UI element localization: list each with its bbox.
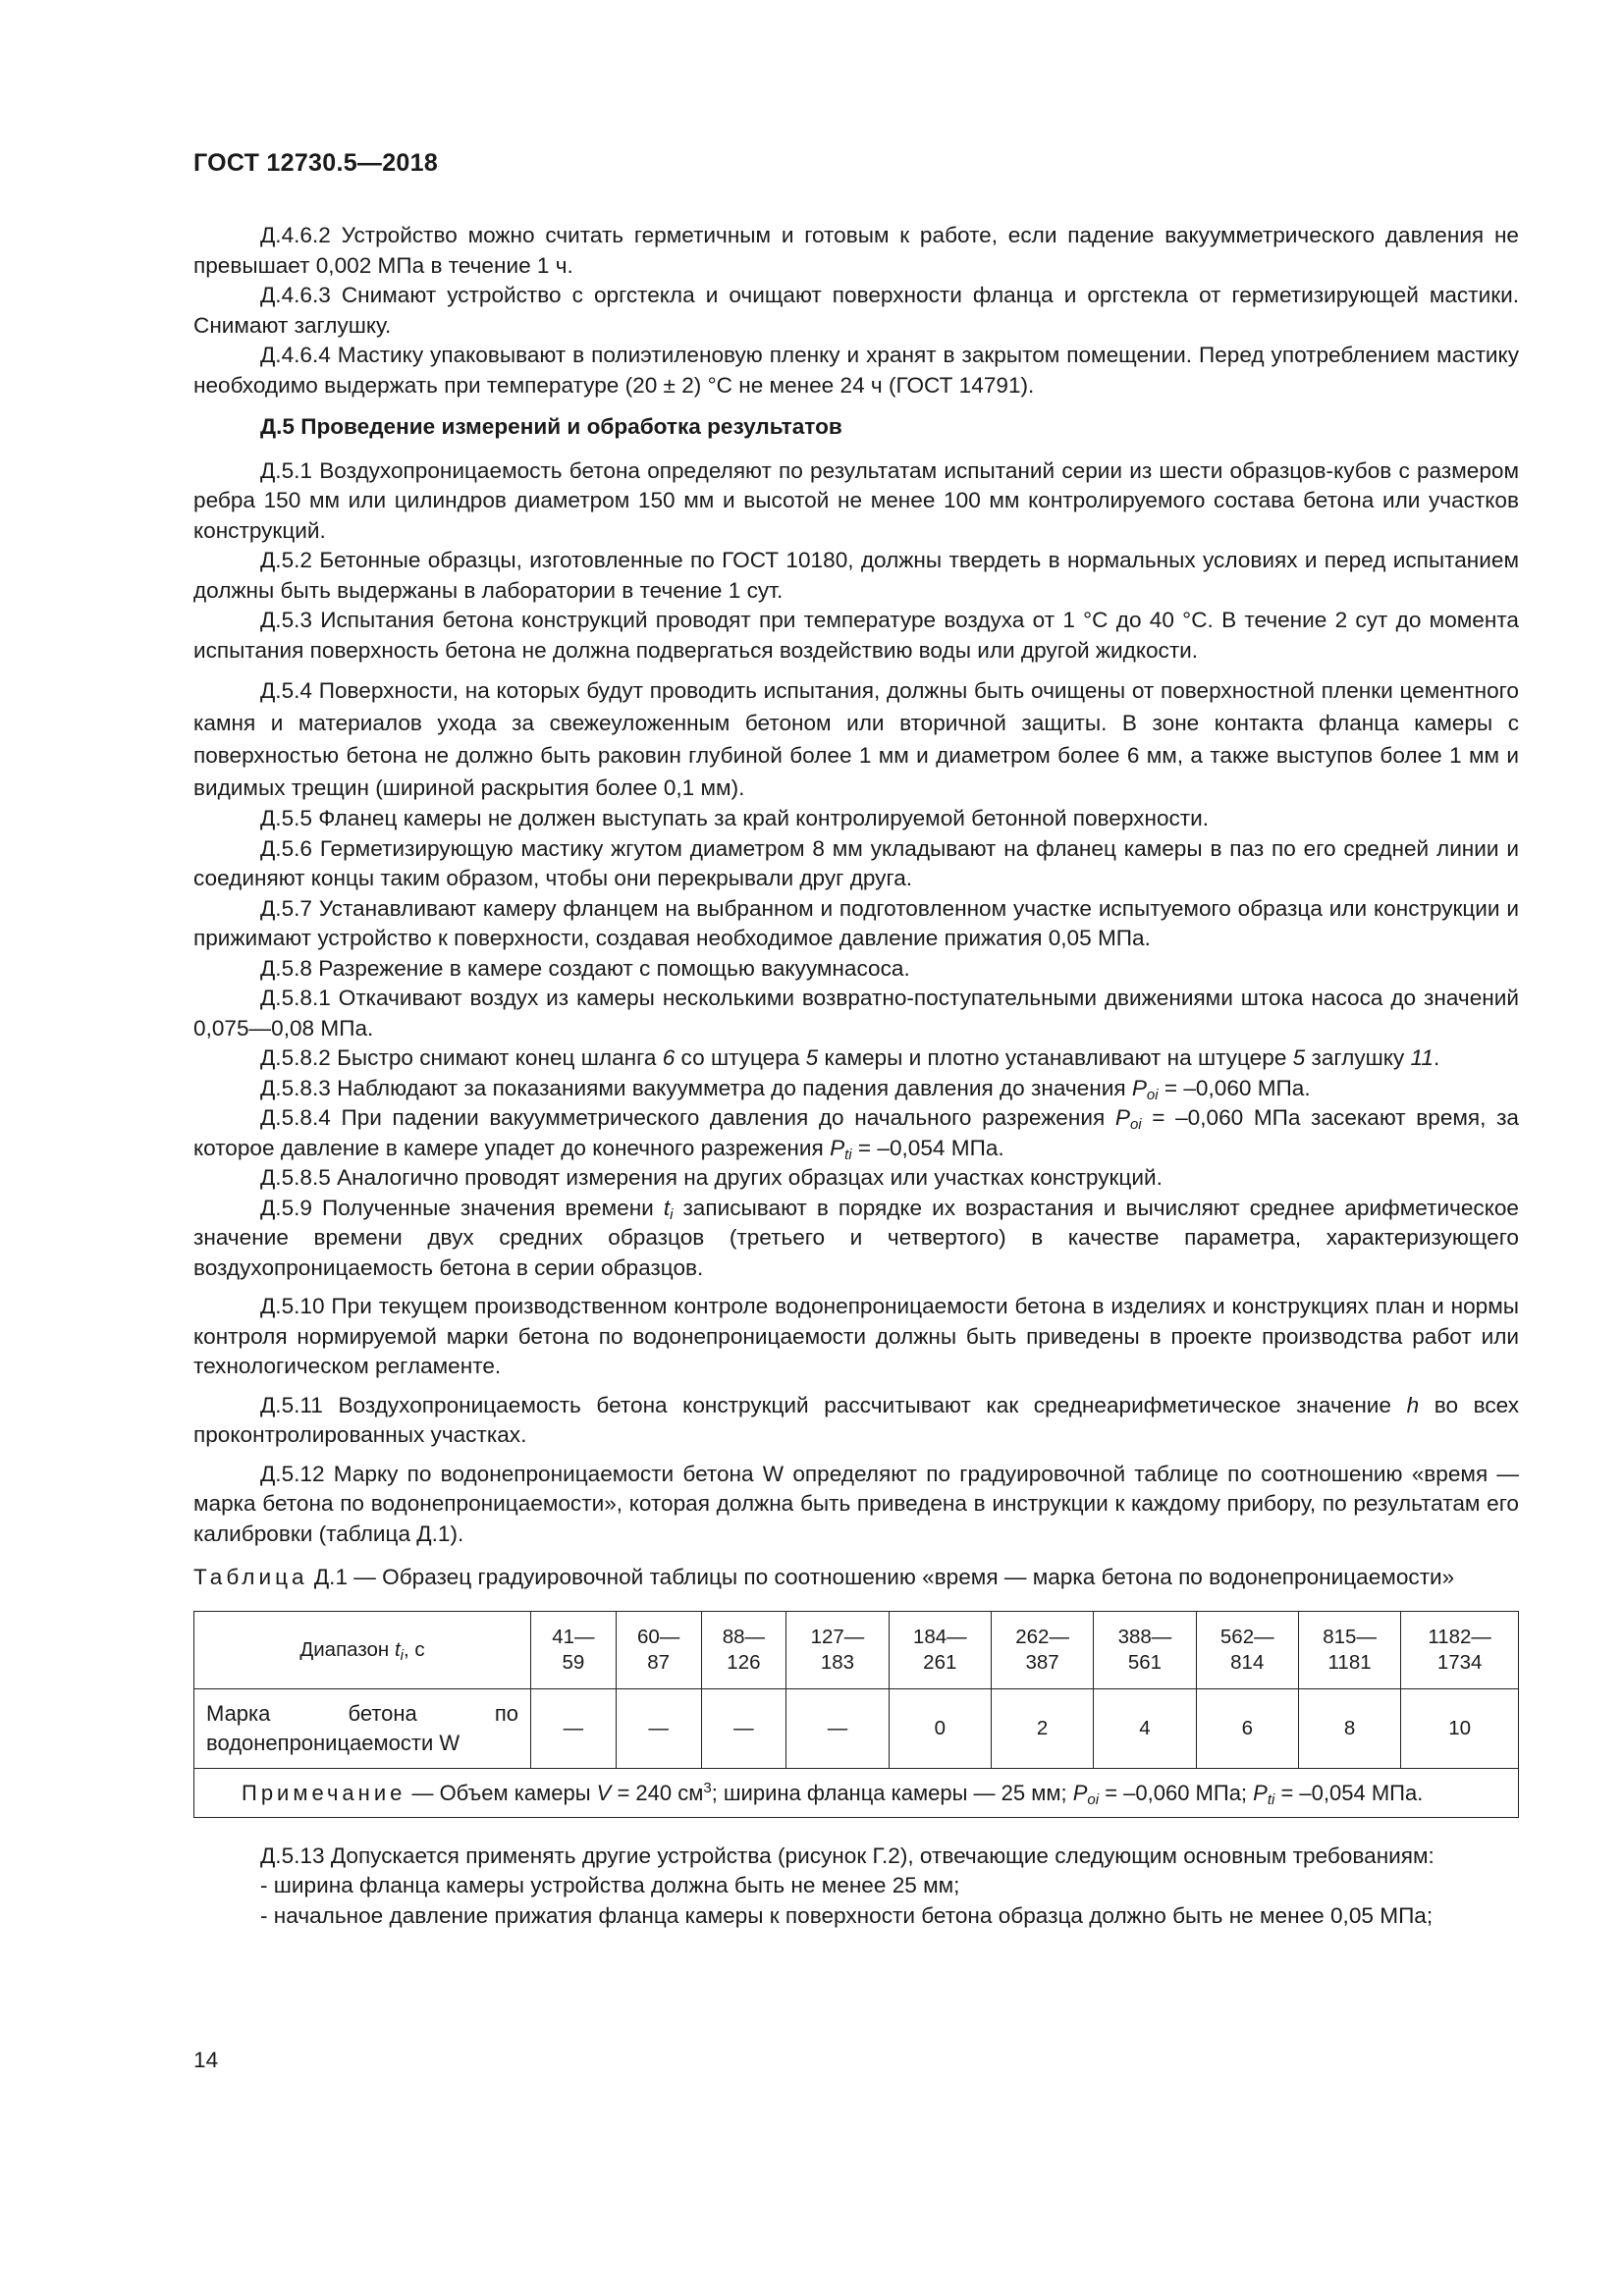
grade-cell: —	[531, 1688, 617, 1768]
range-header-cell: Диапазон $t_i$, с	[194, 1611, 531, 1688]
paragraph-d5-8-2: Д.5.8.2 Быстро снимают конец шланга 6 со штуцера 5 камеры и плотно устанавливают на штуцере 5 заглушку 11.	[260, 1045, 1440, 1070]
range-cell: 262— 387	[991, 1611, 1093, 1688]
paragraph-d4-6-3: Д.4.6.3 Снимают устройство с оргстекла и очищают поверхности фланца и оргстекла от герметизирующей мастики. Снимают заглушку.	[193, 283, 1519, 338]
paragraph-d5-8-1: Д.5.8.1 Откачивают воздух из камеры несколькими возвратно-поступательными движениями штока насоса до значений 0,075—0,08 МПа.	[193, 986, 1519, 1041]
grade-cell: 0	[889, 1688, 991, 1768]
grade-cell: —	[701, 1688, 786, 1768]
paragraph-d5-6: Д.5.6 Герметизирующую мастику жгутом диаметром 8 мм укладывают на фланец камеры в паз по его средней линии и соединяют концы таким образом, чтобы они перекрывали друг друга.	[193, 835, 1519, 890]
document-header: ГОСТ 12730.5—2018	[193, 149, 439, 177]
grade-label-cell: Марка бетона по водонепроницаемости W	[194, 1688, 531, 1768]
grade-cell: 4	[1094, 1688, 1196, 1768]
paragraph-d5-9: Д.5.9 Полученные значения времени $t_i$ записывают в порядке их возрастания и вычисляют среднее арифметическое значение времени двух средних образцов (третьего и четвертого) в качестве параметра, характеризующего воздухопроницаемость бетона в серии образцов.	[193, 1195, 1519, 1280]
calibration-table	[193, 1611, 1519, 1818]
paragraph-d5-8: Д.5.8 Разрежение в камере создают с помощью вакуумнасоса.	[260, 955, 910, 981]
grade-cell: —	[616, 1688, 701, 1768]
range-cell: 562— 814	[1196, 1611, 1298, 1688]
paragraph-d5-8-5: Д.5.8.5 Аналогично проводят измерения на других образцах или участках конструкций.	[260, 1165, 1163, 1190]
list-item: - начальное давление прижатия фланца камеры к поверхности бетона образца должно быть не менее 0,05 МПа;	[260, 1902, 1434, 1928]
range-cell: 815— 1181	[1298, 1611, 1400, 1688]
paragraph-d5-7: Д.5.7 Устанавливают камеру фланцем на выбранном и подготовленном участке испытуемого образца или конструкции и прижимают устройство к поверхности, создавая необходимое давление прижатия 0,05 МПа.	[193, 895, 1519, 950]
range-cell: 184— 261	[889, 1611, 991, 1688]
section-title-d5: Д.5 Проведение измерений и обработка результатов	[260, 414, 842, 439]
grade-cell: 10	[1401, 1688, 1519, 1768]
table-grade-row	[194, 1688, 1519, 1768]
grade-cell: 2	[991, 1688, 1093, 1768]
list-item: - ширина фланца камеры устройства должна быть не менее 25 мм;	[260, 1873, 960, 1897]
range-cell: 1182— 1734	[1401, 1611, 1519, 1688]
grade-cell: 6	[1196, 1688, 1298, 1768]
grade-cell: 8	[1298, 1688, 1400, 1768]
paragraph-d5-8-4: Д.5.8.4 При падении вакуумметрического давления до начального разрежения $P_{oi} = -0,060$ МПа засекают время, за которое давление в камере упадет до конечного разрежения $P_{ti} = -0,054$ МПа.	[193, 1105, 1519, 1163]
paragraph-d5-2: Д.5.2 Бетонные образцы, изготовленные по ГОСТ 10180, должны твердеть в нормальных условиях и перед испытанием должны быть выдержаны в лаборатории в течение 1 сут.	[193, 548, 1519, 603]
range-cell: 60— 87	[616, 1611, 701, 1688]
page-number: 14	[193, 2048, 219, 2072]
document-body	[193, 221, 1519, 1931]
paragraph-d5-1: Д.5.1 Воздухопроницаемость бетона определяют по результатам испытаний серии из шести образцов-кубов с размером ребра 150 мм или цилиндров диаметром 150 мм и высотой не менее 100 мм контролируемого состава бетона или участков конструкций.	[193, 457, 1519, 543]
range-cell: 88— 126	[701, 1611, 786, 1688]
paragraph-d5-8-3: Д.5.8.3 Наблюдают за показаниями вакуумметра до падения давления до значения $P_{oi} = -0,060$ МПа.	[260, 1075, 1311, 1103]
range-cell: 127— 183	[786, 1611, 889, 1688]
paragraph-d4-6-4: Д.4.6.4 Мастику упаковывают в полиэтиленовую пленку и хранят в закрытом помещении. Перед употреблением мастику необходимо выдержать при температуре (20 ± 2) °С не менее 24 ч (ГОСТ 14791).	[193, 343, 1519, 398]
paragraph-d5-11: Д.5.11 Воздухопроницаемость бетона конструкций рассчитывают как среднеарифметическое значение h во всех проконтролированных участках.	[193, 1392, 1520, 1447]
grade-cell: —	[786, 1688, 889, 1768]
paragraph-d5-10: Д.5.10 При текущем производственном контроле водонепроницаемости бетона в изделиях и конструкциях план и нормы контроля нормируемой марки бетона по водонепроницаемости должны быть приведены в проекте производства работ или технологическом регламенте.	[193, 1294, 1519, 1378]
table-note: Примечание — Объем камеры V = 240 $см^3$; ширина фланца камеры — 25 мм; $P_{oi} = -0,060$ МПа; $P_{ti} = -0,054$ МПа.	[194, 1768, 1519, 1817]
range-cell: 41— 59	[531, 1611, 617, 1688]
table-caption: Таблица Д.1 — Образец градуировочной таблицы по соотношению «время — марка бетона по водонепроницаемости»	[193, 1565, 1455, 1589]
table-header-row	[194, 1611, 1519, 1688]
paragraph-d5-12: Д.5.12 Марку по водонепроницаемости бетона W определяют по градуировочной таблице по соотношению «время — марка бетона по водонепроницаемости», которая должна быть приведена в инструкции к каждому прибору, по результатам его калибровки (таблица Д.1).	[193, 1461, 1519, 1546]
paragraph-d5-4: Д.5.4 Поверхности, на которых будут проводить испытания, должны быть очищены от поверхностной пленки цементного камня и материалов ухода за свежеуложенным бетоном или вторичной защиты. В зоне контакта фланца камеры с поверхностью бетона не должно быть раковин глубиной более 1 мм и диаметром более 6 мм, а также выступов более 1 мм и видимых трещин (шириной раскрытия более 0,1 мм).	[193, 678, 1519, 800]
range-cell: 388— 561	[1094, 1611, 1196, 1688]
paragraph-d5-5: Д.5.5 Фланец камеры не должен выступать за край контролируемой бетонной поверхности.	[260, 806, 1210, 830]
table-note-row	[194, 1768, 1519, 1817]
paragraph-d5-13: Д.5.13 Допускается применять другие устройства (рисунок Г.2), отвечающие следующим основным требованиям:	[260, 1842, 1435, 1868]
paragraph-d4-6-2: Д.4.6.2 Устройство можно считать герметичным и готовым к работе, если падение вакуумметрического давления не превышает 0,002 МПа в течение 1 ч.	[193, 223, 1519, 278]
paragraph-d5-3: Д.5.3 Испытания бетона конструкций проводят при температуре воздуха от 1 °С до 40 °С. В течение 2 сут до момента испытания поверхность бетона не должна подвергаться воздействию воды или другой жидкости.	[193, 608, 1519, 663]
